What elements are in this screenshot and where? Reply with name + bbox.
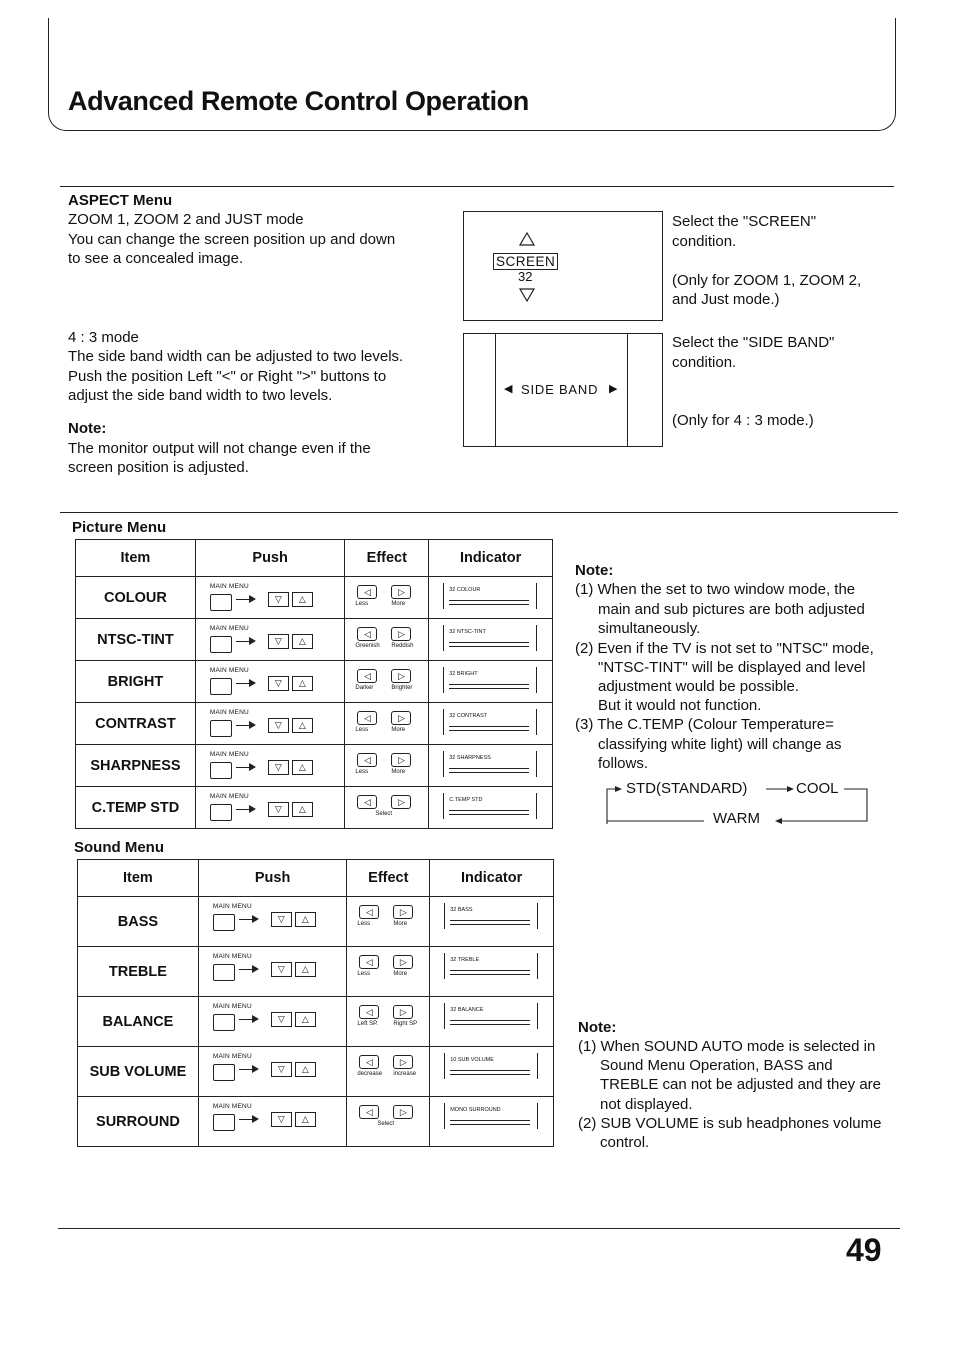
- picture-note-line: follows.: [598, 755, 649, 772]
- main-menu-label: MAIN MENU: [209, 667, 249, 674]
- right-button-icon: ▷: [393, 1105, 413, 1119]
- effect-label-left: Less: [355, 727, 369, 733]
- arrow-right-icon: [236, 725, 250, 726]
- side-desc: Select the "SIDE BAND": [672, 334, 835, 351]
- arrow-right-icon: [239, 1119, 253, 1120]
- effect-label-left: Less: [357, 971, 371, 977]
- aspect-note-text: The monitor output will not change even if the: [68, 440, 371, 457]
- level-bar: [449, 684, 529, 689]
- effect-buttons: [345, 787, 429, 829]
- section-divider: [60, 186, 894, 187]
- push-sequence: [195, 745, 345, 787]
- sound-note-line: TREBLE can not be adjusted and they are: [600, 1076, 882, 1093]
- indicator-label: 32 COLOUR: [449, 587, 481, 593]
- level-bar: [450, 1020, 530, 1025]
- screen-value: 32: [518, 269, 533, 284]
- menu-item-name: NTSC-TINT: [76, 619, 196, 661]
- main-menu-button-icon: [213, 964, 235, 981]
- indicator-label: MONO SURROUND: [450, 1107, 501, 1113]
- menu-item-name: SURROUND: [78, 1097, 199, 1147]
- picture-note-line: (2) Even if the TV is not set to "NTSC" mode,: [575, 640, 874, 657]
- arrow-right-icon: [236, 767, 250, 768]
- level-bar: [450, 920, 530, 925]
- up-button-icon: △: [295, 912, 316, 927]
- picture-note-line: (1) When the set to two window mode, the: [575, 581, 856, 598]
- left-button-icon: ◁: [359, 1055, 379, 1069]
- ctemp-std: STD(STANDARD): [626, 780, 748, 797]
- up-button-icon: △: [292, 592, 313, 607]
- footer-rule: [58, 1228, 900, 1229]
- right-button-icon: ▷: [391, 753, 411, 767]
- ctemp-cool: COOL: [796, 780, 839, 797]
- indicator-display: [444, 1103, 538, 1129]
- sound-note-line: control.: [600, 1134, 650, 1151]
- aspect-43-text: adjust the side band width to two levels.: [68, 387, 333, 404]
- down-button-icon: ▽: [271, 1012, 292, 1027]
- push-sequence: [195, 577, 345, 619]
- effect-buttons: [347, 947, 430, 997]
- aspect-heading: ASPECT Menu: [68, 192, 173, 209]
- effect-buttons: [345, 703, 429, 745]
- picture-note-line: classifying white light) will change as: [598, 736, 842, 753]
- menu-item-name: SUB VOLUME: [78, 1047, 199, 1097]
- indicator-display: [444, 1003, 538, 1029]
- right-button-icon: ▷: [393, 1005, 413, 1019]
- indicator-display: [443, 667, 537, 693]
- level-bar: [449, 600, 529, 605]
- menu-item-name: TREBLE: [78, 947, 199, 997]
- level-bar: [449, 642, 529, 647]
- main-menu-button-icon: [213, 914, 235, 931]
- main-menu-button-icon: [210, 720, 232, 737]
- table-row: [78, 897, 554, 947]
- side-only: (Only for 4 : 3 mode.): [672, 412, 814, 429]
- effect-label-right: More: [391, 769, 406, 775]
- table-row: [78, 1047, 554, 1097]
- level-bar: [450, 970, 530, 975]
- right-button-icon: ▷: [391, 795, 411, 809]
- sound-note-line: Sound Menu Operation, BASS and: [600, 1057, 833, 1074]
- aspect-43-text: Push the position Left "<" or Right ">" buttons to: [68, 368, 387, 385]
- indicator-label: 32 BALANCE: [450, 1007, 484, 1013]
- menu-item-name: BASS: [78, 897, 199, 947]
- down-button-icon: ▽: [271, 912, 292, 927]
- push-sequence: [198, 947, 347, 997]
- indicator-cell: [429, 661, 553, 703]
- indicator-cell: [430, 897, 554, 947]
- main-menu-label: MAIN MENU: [212, 903, 252, 910]
- effect-label-right: Brighter: [391, 685, 413, 691]
- level-bar: [450, 1070, 530, 1075]
- effect-buttons: [345, 661, 429, 703]
- effect-label-left: Darker: [355, 685, 374, 691]
- level-bar: [450, 1120, 530, 1125]
- main-menu-label: MAIN MENU: [212, 1103, 252, 1110]
- main-menu-button-icon: [210, 594, 232, 611]
- up-button-icon: △: [292, 634, 313, 649]
- sideband-right-line: [627, 334, 628, 446]
- effect-buttons: [347, 897, 430, 947]
- up-button-icon: △: [295, 962, 316, 977]
- indicator-display: [444, 953, 538, 979]
- picture-note-heading: Note:: [575, 562, 614, 579]
- indicator-cell: [429, 619, 553, 661]
- aspect-zoom-title: ZOOM 1, ZOOM 2 and JUST mode: [68, 211, 304, 228]
- picture-menu-heading: Picture Menu: [72, 519, 167, 536]
- effect-buttons: [347, 997, 430, 1047]
- effect-label-left: Left SP.: [357, 1021, 378, 1027]
- up-button-icon: △: [292, 718, 313, 733]
- sound-note-line: not displayed.: [600, 1096, 693, 1113]
- main-menu-button-icon: [210, 678, 232, 695]
- main-menu-button-icon: [213, 1114, 235, 1131]
- main-menu-label: MAIN MENU: [209, 793, 249, 800]
- table-row: [76, 577, 553, 619]
- up-button-icon: △: [295, 1112, 316, 1127]
- effect-buttons: [345, 745, 429, 787]
- up-button-icon: △: [292, 802, 313, 817]
- indicator-cell: [430, 947, 554, 997]
- down-button-icon: ▽: [268, 676, 289, 691]
- down-button-icon: ▽: [271, 1062, 292, 1077]
- picture-note-line: "NTSC-TINT" will be displayed and level: [598, 659, 866, 676]
- menu-item-name: C.TEMP STD: [76, 787, 196, 829]
- indicator-cell: [430, 1047, 554, 1097]
- up-button-icon: △: [295, 1062, 316, 1077]
- aspect-note-heading: Note:: [68, 420, 107, 437]
- arrow-right-icon: [239, 1019, 253, 1020]
- sideband-osd-box: [463, 333, 663, 447]
- sideband-left-line: [495, 334, 496, 446]
- indicator-label: 32 SHARPNESS: [449, 755, 491, 761]
- effect-buttons: [345, 619, 429, 661]
- aspect-43-title: 4 : 3 mode: [68, 329, 139, 346]
- push-sequence: [195, 619, 345, 661]
- sound-menu-table: [77, 859, 554, 1147]
- picture-menu-table: [75, 539, 553, 829]
- screen-only: (Only for ZOOM 1, ZOOM 2,: [672, 272, 862, 289]
- indicator-display: [443, 793, 537, 819]
- effect-label-right: Right SP: [393, 1021, 418, 1027]
- main-menu-label: MAIN MENU: [209, 751, 249, 758]
- effect-label-right: More: [391, 727, 406, 733]
- left-button-icon: ◁: [359, 1105, 379, 1119]
- left-button-icon: ◁: [357, 627, 377, 641]
- screen-label: SCREEN: [493, 253, 558, 270]
- arrow-right-icon: [239, 1069, 253, 1070]
- push-sequence: [195, 787, 345, 829]
- down-button-icon: ▽: [268, 718, 289, 733]
- down-button-icon: ▽: [268, 592, 289, 607]
- effect-label-right: More: [393, 921, 408, 927]
- col-indicator: Indicator: [429, 540, 553, 577]
- level-bar: [449, 726, 529, 731]
- up-triangle-icon: [519, 232, 535, 246]
- main-menu-label: MAIN MENU: [212, 953, 252, 960]
- effect-buttons: [347, 1097, 430, 1147]
- main-menu-label: MAIN MENU: [209, 625, 249, 632]
- effect-label-left: Less: [355, 601, 369, 607]
- indicator-display: [443, 583, 537, 609]
- col-item: Item: [76, 540, 196, 577]
- sound-note-line: (2) SUB VOLUME is sub headphones volume: [578, 1115, 882, 1132]
- main-menu-button-icon: [210, 804, 232, 821]
- col-indicator: Indicator: [430, 860, 554, 897]
- left-button-icon: ◁: [359, 1005, 379, 1019]
- down-triangle-icon: [519, 288, 535, 302]
- col-item: Item: [78, 860, 199, 897]
- screen-desc: Select the "SCREEN": [672, 213, 817, 230]
- push-sequence: [198, 897, 347, 947]
- table-row: [78, 997, 554, 1047]
- picture-note-line: adjustment would be possible.: [598, 678, 799, 695]
- left-button-icon: ◁: [357, 585, 377, 599]
- indicator-display: [443, 751, 537, 777]
- indicator-cell: [429, 745, 553, 787]
- menu-item-name: CONTRAST: [76, 703, 196, 745]
- right-button-icon: ▷: [393, 955, 413, 969]
- push-sequence: [195, 661, 345, 703]
- push-sequence: [198, 997, 347, 1047]
- down-button-icon: ▽: [268, 802, 289, 817]
- left-button-icon: ◁: [359, 905, 379, 919]
- left-button-icon: ◁: [357, 711, 377, 725]
- screen-osd-box: [463, 211, 663, 321]
- down-button-icon: ▽: [271, 1112, 292, 1127]
- push-sequence: [195, 703, 345, 745]
- table-header-row: [78, 860, 554, 897]
- indicator-display: [444, 1053, 538, 1079]
- push-sequence: [198, 1047, 347, 1097]
- effect-label: Select: [375, 811, 393, 817]
- table-row: [78, 947, 554, 997]
- menu-item-name: BALANCE: [78, 997, 199, 1047]
- sideband-label: SIDE BAND: [521, 382, 599, 397]
- side-desc: condition.: [672, 354, 737, 371]
- push-sequence: [198, 1097, 347, 1147]
- indicator-cell: [429, 577, 553, 619]
- indicator-label: 32 TREBLE: [450, 957, 480, 963]
- right-button-icon: ▷: [391, 711, 411, 725]
- col-effect: Effect: [347, 860, 430, 897]
- effect-buttons: [347, 1047, 430, 1097]
- main-menu-label: MAIN MENU: [209, 709, 249, 716]
- right-button-icon: ▷: [391, 669, 411, 683]
- main-menu-label: MAIN MENU: [212, 1003, 252, 1010]
- indicator-cell: [430, 997, 554, 1047]
- effect-label: Select: [377, 1121, 395, 1127]
- main-menu-button-icon: [213, 1064, 235, 1081]
- table-row: [76, 661, 553, 703]
- indicator-label: 32 BRIGHT: [449, 671, 478, 677]
- effect-label-right: increase: [393, 1071, 417, 1077]
- col-effect: Effect: [345, 540, 429, 577]
- effect-label-left: Greenish: [355, 643, 380, 649]
- table-row: [76, 619, 553, 661]
- indicator-label: C.TEMP STD: [449, 797, 483, 803]
- arrow-right-icon: [239, 919, 253, 920]
- left-button-icon: ◁: [357, 669, 377, 683]
- picture-note-line: But it would not function.: [598, 697, 762, 714]
- arrow-right-icon: [239, 969, 253, 970]
- main-menu-button-icon: [210, 762, 232, 779]
- sound-note-heading: Note:: [578, 1019, 617, 1036]
- down-button-icon: ▽: [268, 760, 289, 775]
- effect-label-right: More: [393, 971, 408, 977]
- picture-note-line: main and sub pictures are both adjusted: [598, 601, 865, 618]
- effect-label-right: More: [391, 601, 406, 607]
- right-button-icon: ▷: [391, 585, 411, 599]
- up-button-icon: △: [292, 676, 313, 691]
- aspect-note-text: screen position is adjusted.: [68, 459, 249, 476]
- indicator-display: [444, 903, 538, 929]
- main-menu-label: MAIN MENU: [209, 583, 249, 590]
- picture-note-line: (3) The C.TEMP (Colour Temperature=: [575, 716, 834, 733]
- effect-buttons: [345, 577, 429, 619]
- menu-item-name: COLOUR: [76, 577, 196, 619]
- indicator-cell: [430, 1097, 554, 1147]
- effect-label-right: Reddish: [391, 643, 414, 649]
- arrow-right-icon: [236, 641, 250, 642]
- table-header-row: [76, 540, 553, 577]
- level-bar: [449, 768, 529, 773]
- level-bar: [449, 810, 529, 815]
- up-button-icon: △: [292, 760, 313, 775]
- up-button-icon: △: [295, 1012, 316, 1027]
- indicator-display: [443, 709, 537, 735]
- indicator-label: 32 CONTRAST: [449, 713, 488, 719]
- right-button-icon: ▷: [391, 627, 411, 641]
- arrow-right-icon: [236, 599, 250, 600]
- page-number: 49: [846, 1232, 882, 1268]
- indicator-cell: [429, 703, 553, 745]
- left-button-icon: ◁: [359, 955, 379, 969]
- arrow-right-icon: [236, 683, 250, 684]
- right-button-icon: ▷: [393, 905, 413, 919]
- indicator-label: 10 SUB VOLUME: [450, 1057, 494, 1063]
- picture-note-line: simultaneously.: [598, 620, 701, 637]
- right-button-icon: ▷: [393, 1055, 413, 1069]
- sound-menu-heading: Sound Menu: [74, 839, 164, 856]
- indicator-label: 32 BASS: [450, 907, 473, 913]
- indicator-display: [443, 625, 537, 651]
- screen-only: and Just mode.): [672, 291, 780, 308]
- down-button-icon: ▽: [268, 634, 289, 649]
- aspect-zoom-text: to see a concealed image.: [68, 250, 244, 267]
- right-arrow-icon: ▶: [609, 383, 618, 395]
- ctemp-warm: WARM: [713, 810, 760, 827]
- table-row: [78, 1097, 554, 1147]
- effect-label-left: decrease: [357, 1071, 383, 1077]
- main-menu-button-icon: [210, 636, 232, 653]
- section-divider: [60, 512, 898, 513]
- table-row: [76, 787, 553, 829]
- arrow-right-icon: [236, 809, 250, 810]
- table-row: [76, 703, 553, 745]
- aspect-zoom-text: You can change the screen position up and down: [68, 231, 396, 248]
- effect-label-left: Less: [357, 921, 371, 927]
- screen-desc: condition.: [672, 233, 737, 250]
- indicator-label: 32 NTSC-TINT: [449, 629, 486, 635]
- left-button-icon: ◁: [357, 795, 377, 809]
- menu-item-name: BRIGHT: [76, 661, 196, 703]
- table-row: [76, 745, 553, 787]
- left-button-icon: ◁: [357, 753, 377, 767]
- col-push: Push: [198, 860, 347, 897]
- down-button-icon: ▽: [271, 962, 292, 977]
- menu-item-name: SHARPNESS: [76, 745, 196, 787]
- page-title: Advanced Remote Control Operation: [68, 86, 529, 116]
- main-menu-label: MAIN MENU: [212, 1053, 252, 1060]
- sound-note-line: (1) When SOUND AUTO mode is selected in: [578, 1038, 876, 1055]
- main-menu-button-icon: [213, 1014, 235, 1031]
- col-push: Push: [195, 540, 345, 577]
- aspect-43-text: The side band width can be adjusted to two levels.: [68, 348, 404, 365]
- left-arrow-icon: ◀: [504, 383, 513, 395]
- indicator-cell: [429, 787, 553, 829]
- effect-label-left: Less: [355, 769, 369, 775]
